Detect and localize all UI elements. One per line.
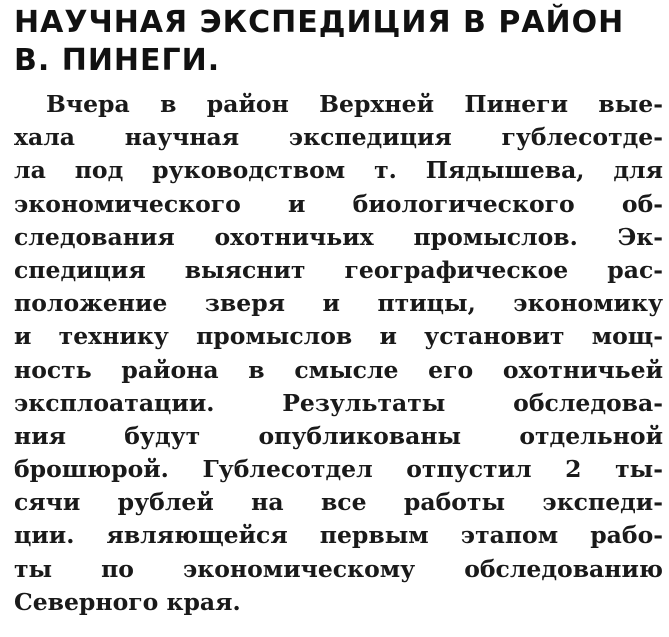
body-line-9: ность района в смысле его охотничьей [14, 355, 663, 384]
body-line-5: следования охотничьих промыслов. Эк- [14, 222, 663, 251]
body-line-10: эксплоатации. Результаты обследова- [14, 388, 663, 417]
body-line-2: хала научная экспедиция гублесотде- [14, 123, 663, 152]
body-line-1: Вчера в район Верхней Пинеги вые- [46, 90, 663, 118]
headline-line-2: В. ПИНЕГИ. [14, 43, 221, 78]
body-line-6: спедиция выяснит географическое рас- [14, 255, 663, 284]
body-line-14: ции. являющейся первым этапом рабо- [14, 521, 663, 550]
body-line-7: положение зверя и птицы, экономику [14, 289, 663, 318]
body-line-12: брошюрой. Гублесотдел отпустил 2 ты- [14, 455, 663, 484]
body-line-3: ла под руководством т. Пядышева, для [14, 156, 663, 185]
body-line-15: ты по экономическому обследованию [14, 554, 663, 583]
body-line-4: экономического и биологического об- [14, 189, 663, 218]
body-line-11: ния будут опубликованы отдельной [14, 421, 663, 450]
body-line-13: сячи рублей на все работы экспеди- [14, 488, 663, 517]
article-headline [14, 4, 663, 80]
body-line-8: и технику промыслов и установит мощ- [14, 322, 663, 351]
body-line-16: Северного края. [14, 587, 241, 616]
article-body [14, 88, 663, 619]
headline-line-1: НАУЧНАЯ ЭКСПЕДИЦИЯ В РАЙОН [14, 5, 625, 40]
